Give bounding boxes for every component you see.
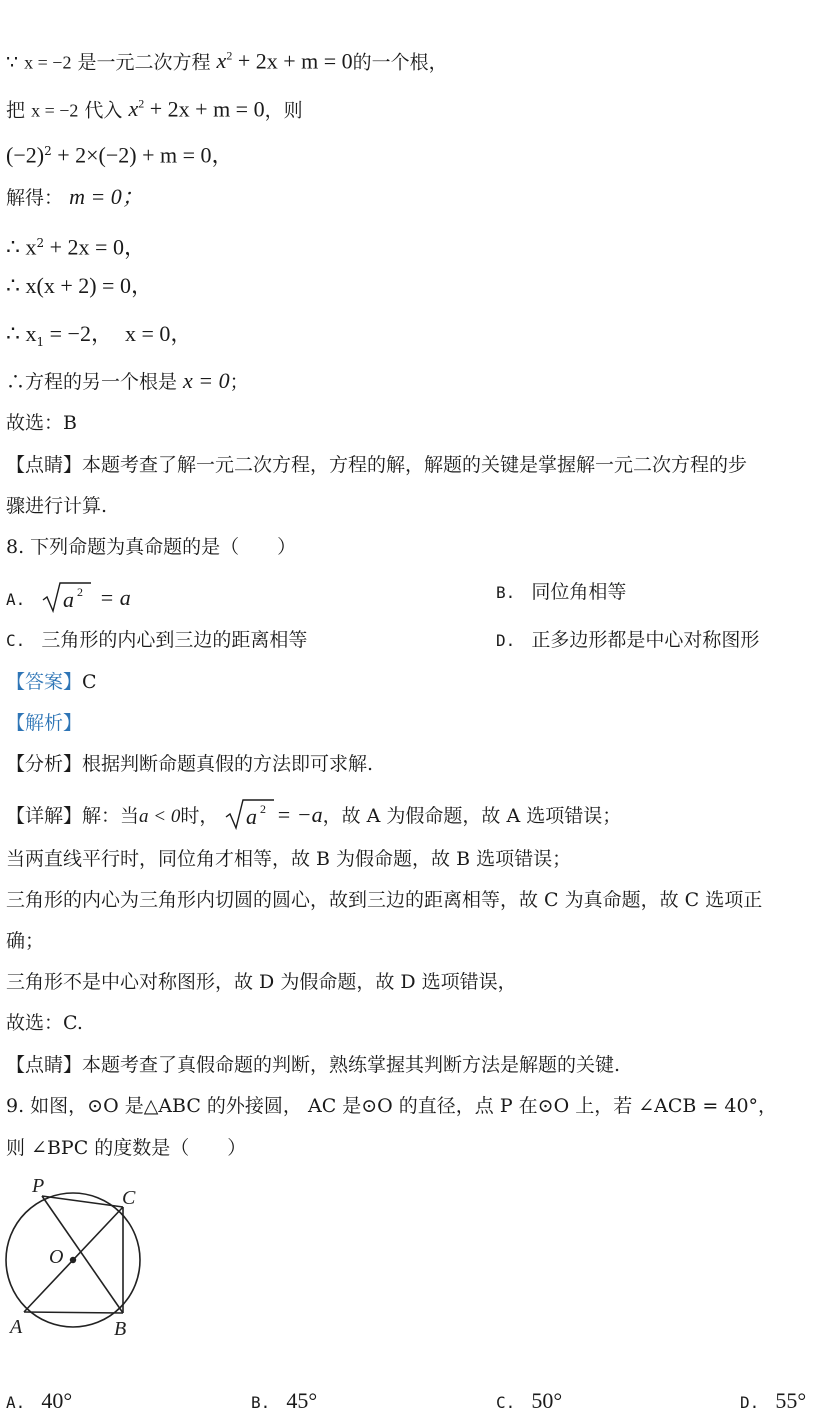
math-x-value: x = −2: [24, 52, 72, 73]
because-symbol: ∵: [6, 51, 19, 74]
explain-b: [6, 847, 571, 871]
line-substitute: 把 x = −2 代入 $x^2 + 2x + m = 0$，则: [6, 96, 303, 122]
text-segment: 【点睛】本题考查了解一元二次方程，方程的解，解题的关键是掌握解一元二次方程的步: [6, 454, 748, 476]
analysis-tag-line: [6, 711, 82, 735]
text-segment: 三角形不是中心对称图形，故 D 为假命题，故 D 选项错误，: [6, 971, 517, 993]
math-term: = −a: [276, 802, 323, 827]
text-segment: ∴方程的另一个根是: [6, 371, 184, 393]
text-segment: 三角形的内心为三角形内切圆的圆心，故到三边的距离相等，故 C 为真命题，故 C 选项正: [6, 889, 763, 911]
option-value: 50°: [531, 1388, 563, 1413]
math-term: + 2x = 0，: [44, 234, 146, 260]
svg-text:2: 2: [77, 585, 84, 599]
text-segment: 代入: [78, 99, 129, 122]
sqrt-expression: [41, 580, 93, 620]
line-substituted-equation: $(-2)^2 + 2\times(-2) + m = 0$，: [6, 142, 234, 168]
text-segment: ，故 A 为假命题，故 A 选项错误；: [322, 805, 622, 827]
sqrt-icon: [224, 797, 276, 831]
line-choose-b: [6, 411, 77, 435]
line-root-statement: ∵ x = −2 是一元二次方程 $x^2 + 2x + m = 0$的一个根，: [6, 48, 448, 74]
text-segment: 【分析】根据判断命题真假的方法即可求解.: [6, 753, 374, 775]
math-term: (−2): [6, 142, 45, 168]
question-8: [6, 535, 296, 559]
comment-q8: [6, 1053, 620, 1077]
line-other-root: [6, 369, 249, 394]
sqrt-radicand: a: [246, 804, 258, 829]
text-segment: 故选：C.: [6, 1012, 83, 1034]
text-segment: 时，: [180, 805, 219, 827]
option-letter: D.: [740, 1393, 760, 1412]
math-term: a < 0: [139, 806, 181, 827]
option-letter: C.: [496, 1393, 516, 1412]
text-segment: 骤进行计算.: [6, 495, 108, 517]
math-term: = a: [99, 585, 131, 610]
explain-c-1: [6, 888, 762, 912]
question-9-line-2: [6, 1136, 246, 1160]
option-value: 40°: [41, 1388, 73, 1413]
option-9b: [251, 1389, 317, 1415]
text-segment: 故选：B: [6, 412, 77, 434]
math-term: ∴ x(x + 2) = 0，: [6, 273, 153, 298]
line-roots: [6, 322, 192, 354]
math-equation: 2x + m = 0: [255, 48, 353, 74]
label-p: P: [32, 1175, 45, 1197]
sqrt-icon: [41, 580, 93, 614]
option-9a: [6, 1389, 72, 1415]
choose-c: [6, 1011, 83, 1035]
circle-geometry-figure: [2, 1170, 152, 1340]
text-segment: 的一个根，: [352, 51, 448, 74]
text-segment: 当两直线平行时，同位角才相等，故 B 为假命题，故 B 选项错误；: [6, 848, 572, 870]
option-letter: D.: [496, 631, 516, 650]
option-9d: [740, 1389, 806, 1415]
line-comment-1: [6, 453, 747, 477]
math-term: x = 0: [183, 368, 230, 393]
line-factored: [6, 274, 153, 299]
math-term: ∴ x: [6, 321, 37, 346]
analysis-tag: 【解析】: [6, 712, 83, 734]
option-text: 同位角相等: [531, 581, 627, 603]
text-segment: 【详解】解：当: [6, 805, 140, 827]
text-segment: 是一元二次方程: [71, 51, 211, 74]
math-equation: 2x + m = 0: [167, 96, 265, 122]
line-equation-reduced: ∴ $x^2 + 2x = 0$，: [6, 234, 146, 260]
math-term: ∴ x: [6, 234, 37, 260]
option-letter: C.: [6, 631, 26, 650]
sqrt-expression: [224, 797, 276, 837]
question-text: 8. 下列命题为真命题的是（ ）: [6, 536, 297, 558]
option-value: 45°: [286, 1388, 318, 1413]
sqrt-radicand: a: [63, 587, 75, 612]
math-x-value: x = −2: [31, 100, 79, 121]
line-solve-m: [6, 185, 144, 210]
option-letter: A.: [6, 590, 26, 609]
svg-text:2: 2: [260, 802, 267, 816]
math-term: + 2×(−2) + m = 0，: [51, 142, 234, 168]
option-8b: [496, 580, 626, 605]
label-b: B: [114, 1318, 127, 1340]
text-segment: 把: [6, 99, 26, 122]
option-text: 三角形的内心到三边的距离相等: [41, 629, 308, 651]
math-m-value: m = 0；: [69, 184, 144, 209]
option-letter: B.: [496, 583, 516, 602]
label-o: O: [49, 1246, 64, 1268]
line-comment-2: [6, 494, 107, 518]
option-8a: [6, 580, 131, 620]
answer-tag: 【答案】: [6, 671, 83, 693]
answer-line: [6, 670, 97, 694]
option-letter: A.: [6, 1393, 26, 1412]
option-value: 55°: [775, 1388, 807, 1413]
label-a: A: [10, 1316, 23, 1338]
text-segment: 【点睛】本题考查了真假命题的判断，熟练掌握其判断方法是解题的关键.: [6, 1054, 621, 1076]
explain-c-2: [6, 929, 44, 953]
option-text: 正多边形都是中心对称图形: [531, 629, 760, 651]
option-8c: [6, 628, 307, 653]
question-text: 则 ∠BPC 的度数是（ ）: [6, 1137, 247, 1159]
question-text: 9. 如图，⊙O 是△ABC 的外接圆， AC 是⊙O 的直径，点 P 在⊙O 上，若 ∠ACB = 40°，: [6, 1095, 778, 1117]
subscript: 1: [36, 334, 45, 349]
analysis-line: [6, 752, 373, 776]
explain-d: [6, 970, 517, 994]
math-term: x = 0，: [125, 321, 193, 346]
question-9-line-1: [6, 1094, 777, 1118]
option-9c: [496, 1389, 562, 1415]
option-8d: [496, 628, 759, 653]
math-term: = −2，: [44, 321, 113, 346]
text-segment: 确；: [6, 930, 45, 952]
text-segment: 解得：: [6, 187, 64, 209]
text-segment: ；: [229, 371, 249, 393]
text-segment: ，则: [264, 99, 303, 122]
answer-value: C: [82, 671, 97, 693]
label-c: C: [122, 1187, 136, 1209]
detail-line: [6, 797, 621, 837]
option-letter: B.: [251, 1393, 271, 1412]
